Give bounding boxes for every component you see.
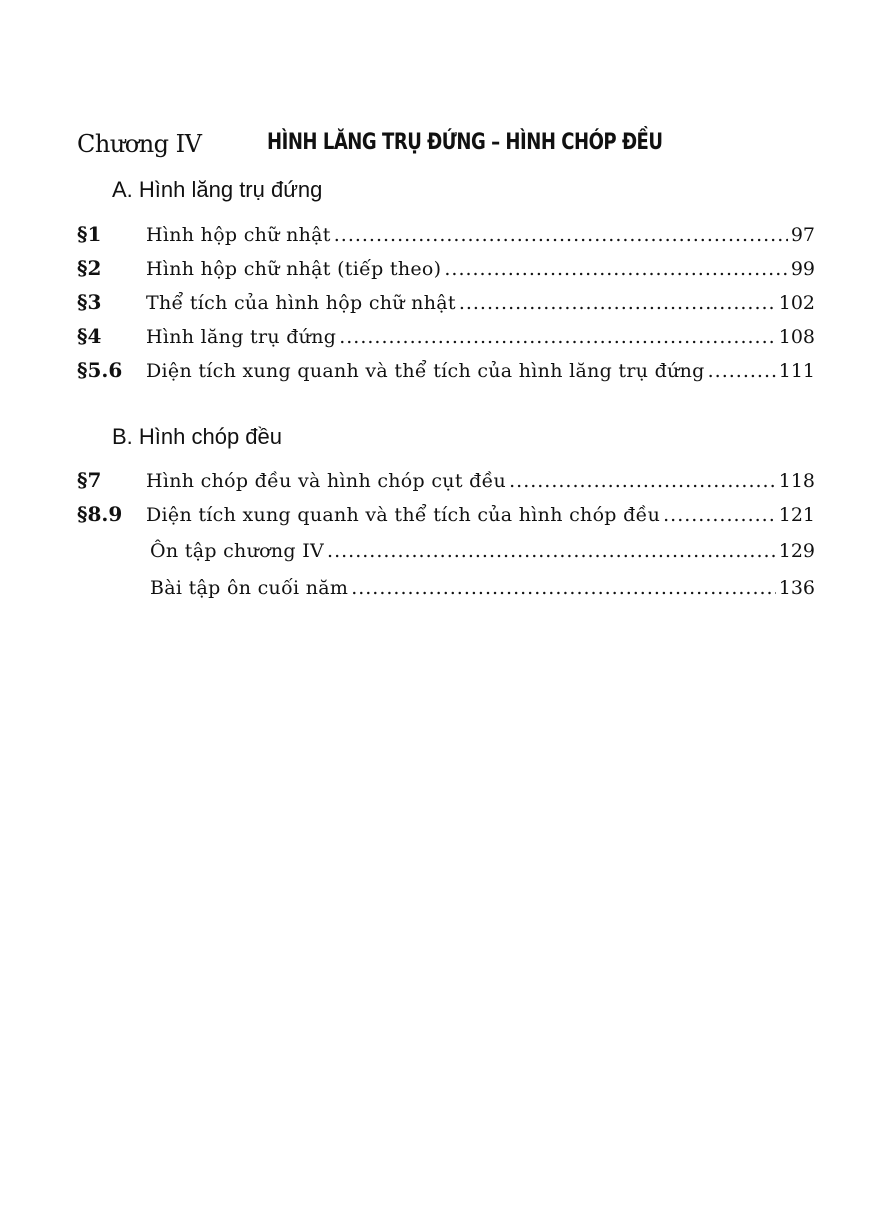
toc-entry-title: Diện tích xung quanh và thể tích của hình chóp đều — [146, 504, 661, 526]
toc-entry-number: §5.6 — [77, 358, 123, 382]
toc-entry-page: 99 — [790, 258, 815, 280]
toc-entry[interactable] — [77, 358, 815, 386]
toc-entry-page: 118 — [778, 470, 815, 492]
toc-entry-number: §3 — [77, 290, 102, 314]
dot-leader — [509, 470, 776, 492]
dot-leader — [339, 326, 776, 348]
dot-leader — [708, 360, 776, 382]
toc-entry[interactable] — [77, 256, 815, 284]
toc-entry-number: §7 — [77, 468, 102, 492]
toc-entry[interactable] — [77, 468, 815, 496]
toc-entry-title: Diện tích xung quanh và thể tích của hình lăng trụ đứng — [146, 360, 705, 382]
toc-entry-title: Hình hộp chữ nhật (tiếp theo) — [146, 258, 442, 280]
toc-entry[interactable] — [77, 324, 815, 352]
chapter-label: Chương IV — [77, 130, 202, 158]
chapter-title: HÌNH LĂNG TRỤ ĐỨNG – HÌNH CHÓP ĐỀU — [267, 130, 663, 155]
dot-leader — [444, 258, 787, 280]
toc-entry-title: Hình chóp đều và hình chóp cụt đều — [146, 470, 507, 492]
section-heading-b: B. Hình chóp đều — [112, 424, 283, 449]
toc-entry-title: Hình lăng trụ đứng — [146, 326, 337, 348]
toc-entry-page: 136 — [778, 577, 815, 599]
dot-leader — [351, 577, 776, 599]
toc-entry[interactable] — [77, 540, 815, 568]
toc-entry-page: 111 — [778, 360, 815, 382]
toc-entry-page: 97 — [790, 224, 815, 246]
toc-entry-number: §1 — [77, 222, 102, 246]
toc-entry-page: 121 — [778, 504, 815, 526]
toc-entry-number: §4 — [77, 324, 102, 348]
dot-leader — [663, 504, 776, 526]
toc-entry-title: Ôn tập chương IV — [150, 540, 325, 562]
toc-entry[interactable] — [77, 502, 815, 530]
toc-entry-page: 108 — [778, 326, 815, 348]
toc-entry-title: Hình hộp chữ nhật — [146, 224, 331, 246]
chapter-header — [77, 128, 817, 164]
dot-leader — [327, 540, 776, 562]
toc-entry[interactable] — [77, 290, 815, 318]
toc-entry-page: 102 — [778, 292, 815, 314]
toc-entry[interactable] — [77, 577, 815, 605]
toc-entry-title: Thể tích của hình hộp chữ nhật — [146, 292, 456, 314]
dot-leader — [459, 292, 776, 314]
dot-leader — [334, 224, 788, 246]
toc-entry-number: §8.9 — [77, 502, 123, 526]
toc-entry-title: Bài tập ôn cuối năm — [150, 577, 349, 599]
toc-entry-page: 129 — [778, 540, 815, 562]
toc-entry[interactable] — [77, 222, 815, 250]
toc-entry-number: §2 — [77, 256, 102, 280]
section-heading-a: A. Hình lăng trụ đứng — [112, 177, 323, 202]
